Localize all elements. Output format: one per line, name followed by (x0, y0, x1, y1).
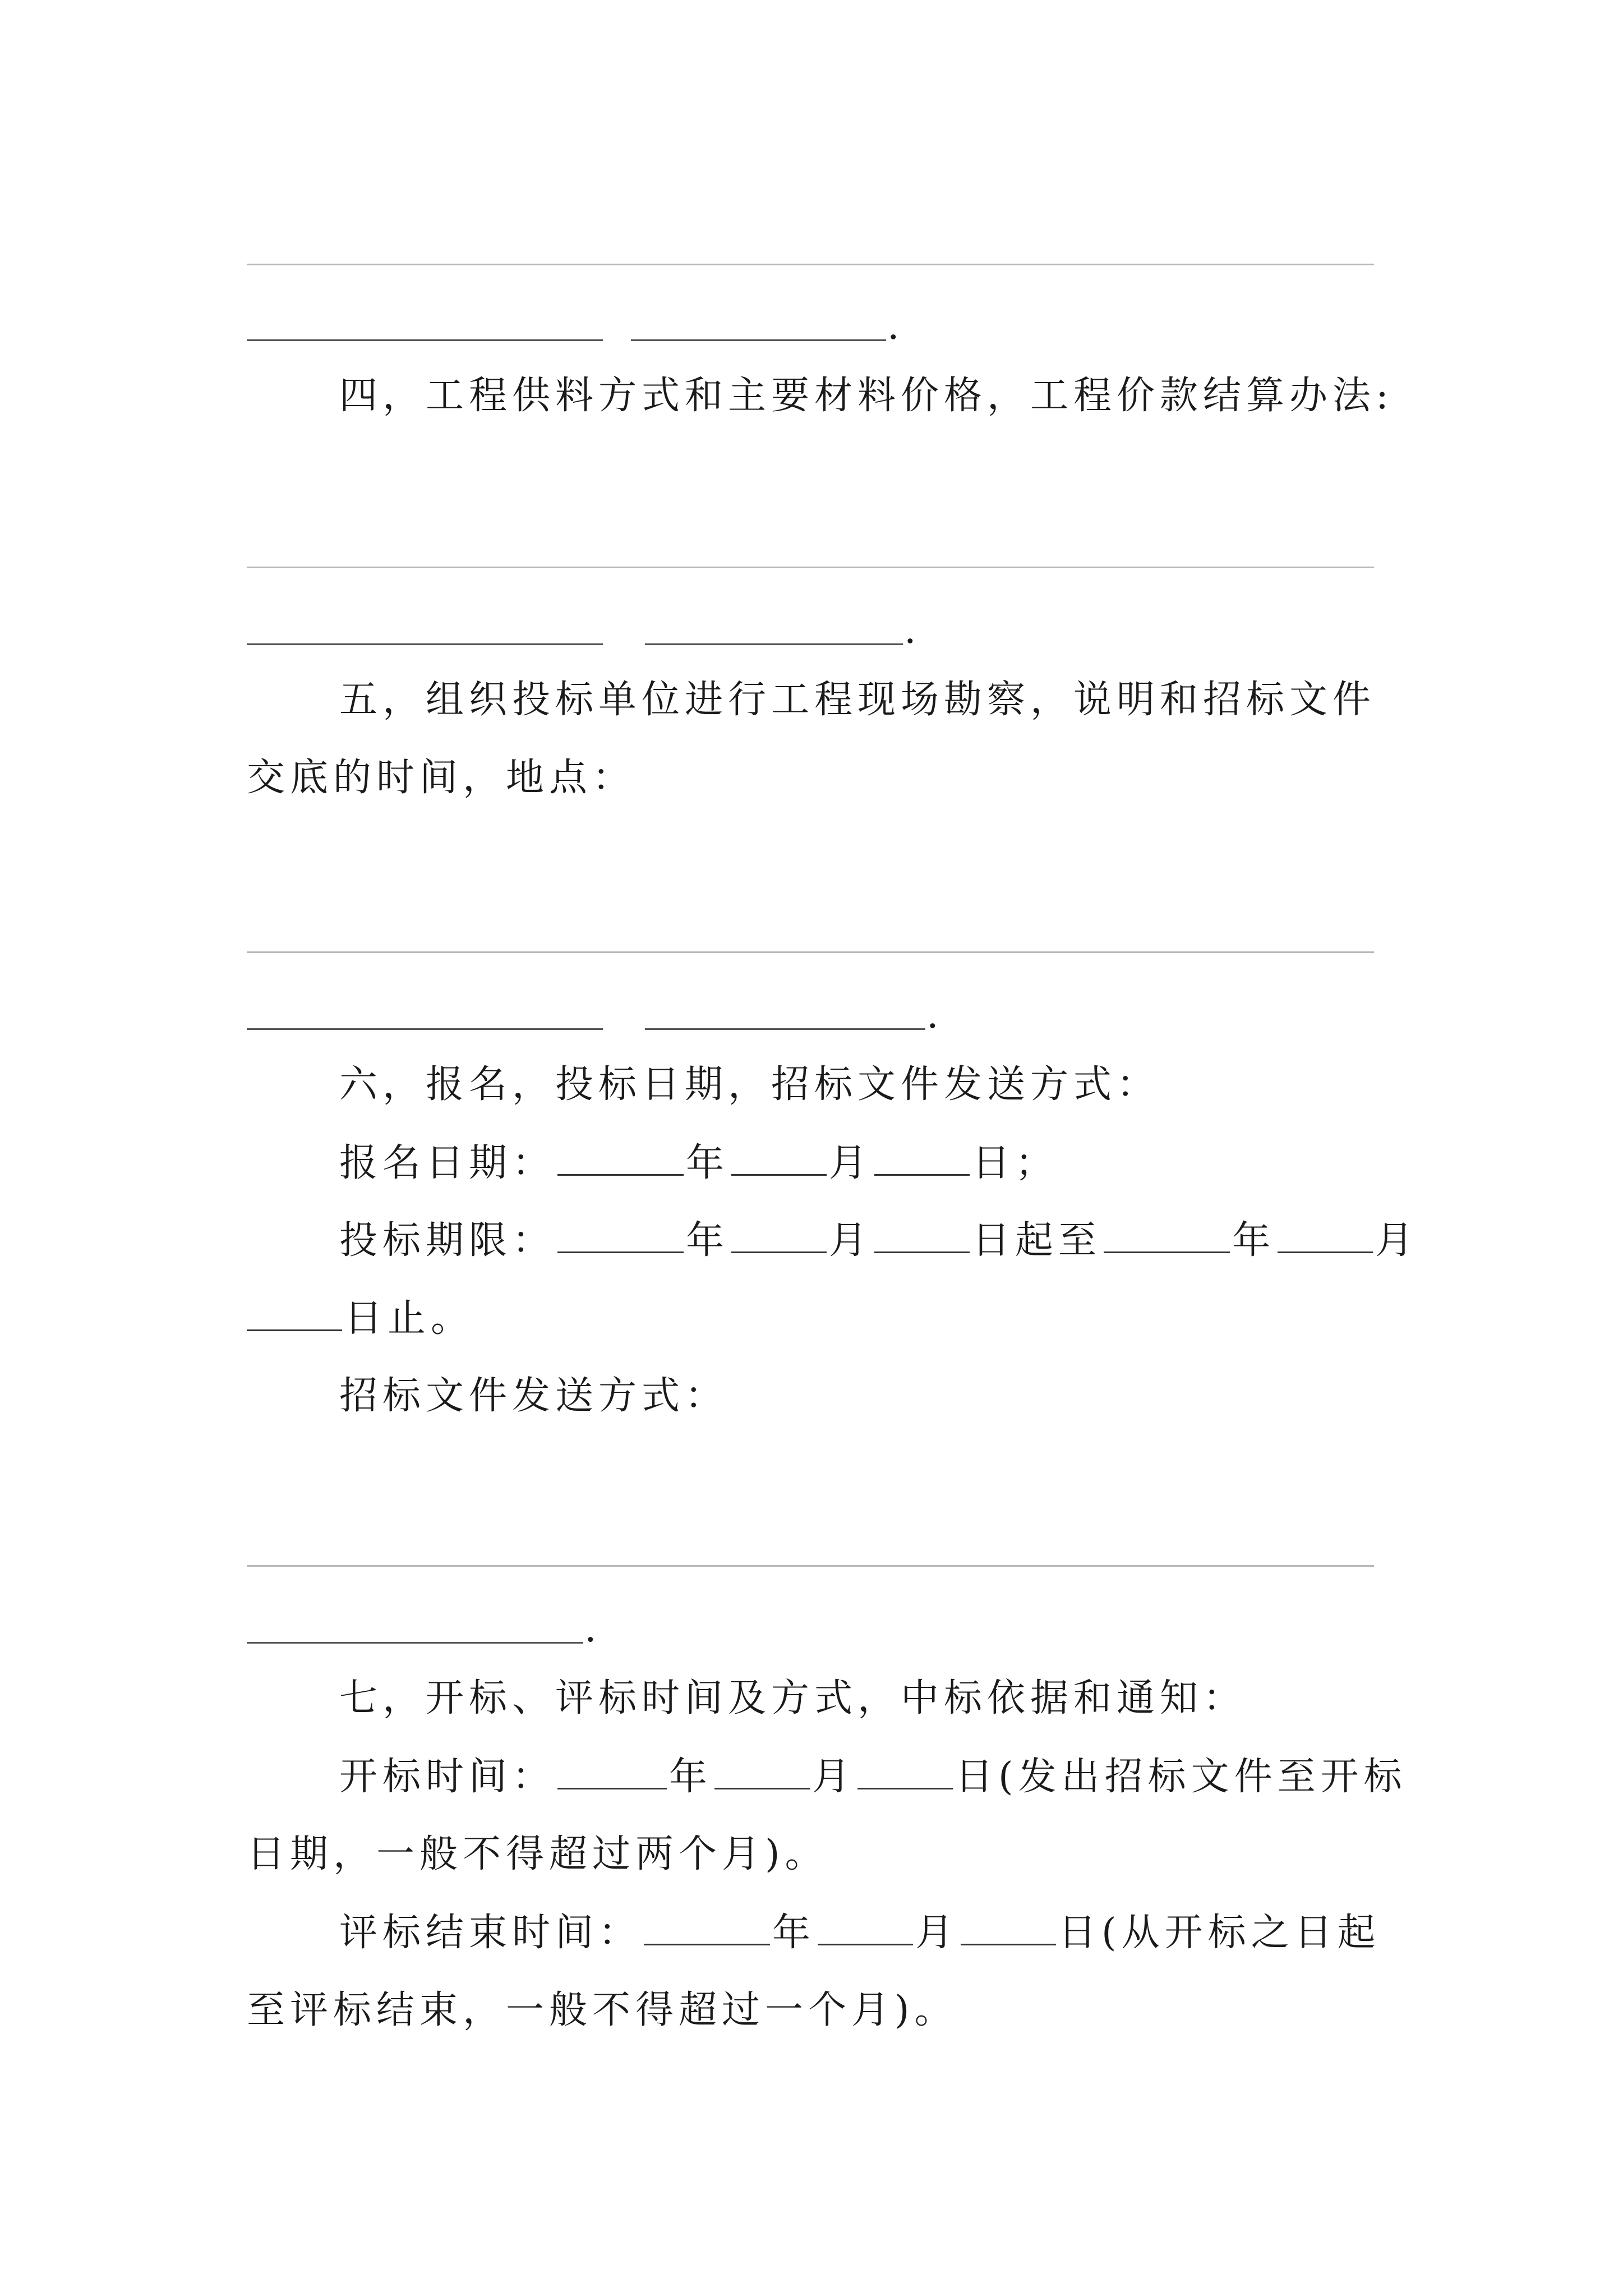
registration-end-mark: ； (1015, 1141, 1059, 1185)
fill-line (247, 567, 1374, 568)
start-year-blank[interactable] (557, 1221, 684, 1253)
bid-period-label: 投标期限： (339, 1218, 556, 1263)
year-blank[interactable] (557, 1144, 684, 1176)
end-day-blank[interactable] (247, 1299, 342, 1331)
month-unit: 月 (829, 1141, 873, 1185)
month-unit: 月 (812, 1755, 856, 1799)
evaluation-year-blank[interactable] (644, 1913, 770, 1945)
registration-date-row (339, 1141, 1059, 1185)
section-5-heading-line1: 五，组织投标单位进行工程现场勘察，说明和招标文件 (339, 678, 1376, 722)
blank-segment (247, 339, 603, 341)
month-unit: 月 (1375, 1218, 1419, 1263)
month-unit: 月 (915, 1911, 959, 1955)
end-month-blank[interactable] (1278, 1221, 1373, 1253)
opening-time-row (339, 1755, 1407, 1799)
section-7-heading: 七，开标、评标时间及方式，中标依据和通知： (339, 1676, 1247, 1720)
opening-day-blank[interactable] (857, 1757, 953, 1789)
registration-date-label: 报名日期： (339, 1141, 556, 1185)
month-unit: 月 (829, 1218, 873, 1263)
blank-segment (645, 1028, 925, 1030)
evaluation-end-label: 评标结束时间： (339, 1911, 642, 1955)
blank-segment (631, 339, 886, 341)
fill-line (247, 1565, 1374, 1567)
evaluation-note-line2: 至评标结束，一般不得超过一个月)。 (247, 1988, 958, 2032)
section-4-heading: 四，工程供料方式和主要材料价格，工程价款结算办法: (339, 374, 1394, 418)
year-unit: 年 (686, 1218, 730, 1263)
blank-segment (247, 1028, 603, 1030)
section-5-heading-line2: 交底的时间，地点： (247, 756, 636, 800)
evaluation-note-line1: 日(从开标之日起 (1058, 1911, 1381, 1955)
fill-line (247, 951, 1374, 953)
section-6-heading: 六，报名，投标日期，招标文件发送方式： (339, 1062, 1160, 1107)
bid-period-row-cont (247, 1296, 474, 1341)
start-day-blank[interactable] (874, 1221, 970, 1253)
day-unit: 日 (972, 1141, 1016, 1185)
year-unit: 年 (686, 1141, 730, 1185)
fill-line (247, 264, 1374, 265)
period-mark: . (887, 304, 900, 348)
evaluation-month-blank[interactable] (818, 1913, 913, 1945)
start-month-blank[interactable] (731, 1221, 827, 1253)
year-unit: 年 (669, 1755, 713, 1799)
month-blank[interactable] (731, 1144, 827, 1176)
opening-year-blank[interactable] (557, 1757, 667, 1789)
blank-segment (645, 643, 903, 645)
opening-time-label: 开标时间： (339, 1755, 556, 1799)
blank-segment (247, 1642, 583, 1644)
opening-note-line2: 日期，一般不得超过两个月)。 (247, 1832, 828, 1876)
bid-period-row (339, 1218, 1419, 1263)
period-mark: . (584, 1607, 597, 1651)
year-unit: 年 (1232, 1218, 1276, 1263)
end-year-blank[interactable] (1104, 1221, 1230, 1253)
blank-segment (247, 643, 603, 645)
opening-note-line1: 日(发出招标文件至开标 (955, 1755, 1407, 1799)
evaluation-end-row (339, 1911, 1381, 1955)
year-unit: 年 (772, 1911, 816, 1955)
period-mark: . (904, 608, 916, 652)
delivery-method-label: 招标文件发送方式： (339, 1374, 728, 1418)
period-mark: . (926, 993, 939, 1037)
from-to-text: 日起至 (972, 1218, 1102, 1263)
day-blank[interactable] (874, 1144, 970, 1176)
until-text: 日止。 (344, 1296, 474, 1341)
evaluation-day-blank[interactable] (961, 1913, 1056, 1945)
opening-month-blank[interactable] (714, 1757, 810, 1789)
